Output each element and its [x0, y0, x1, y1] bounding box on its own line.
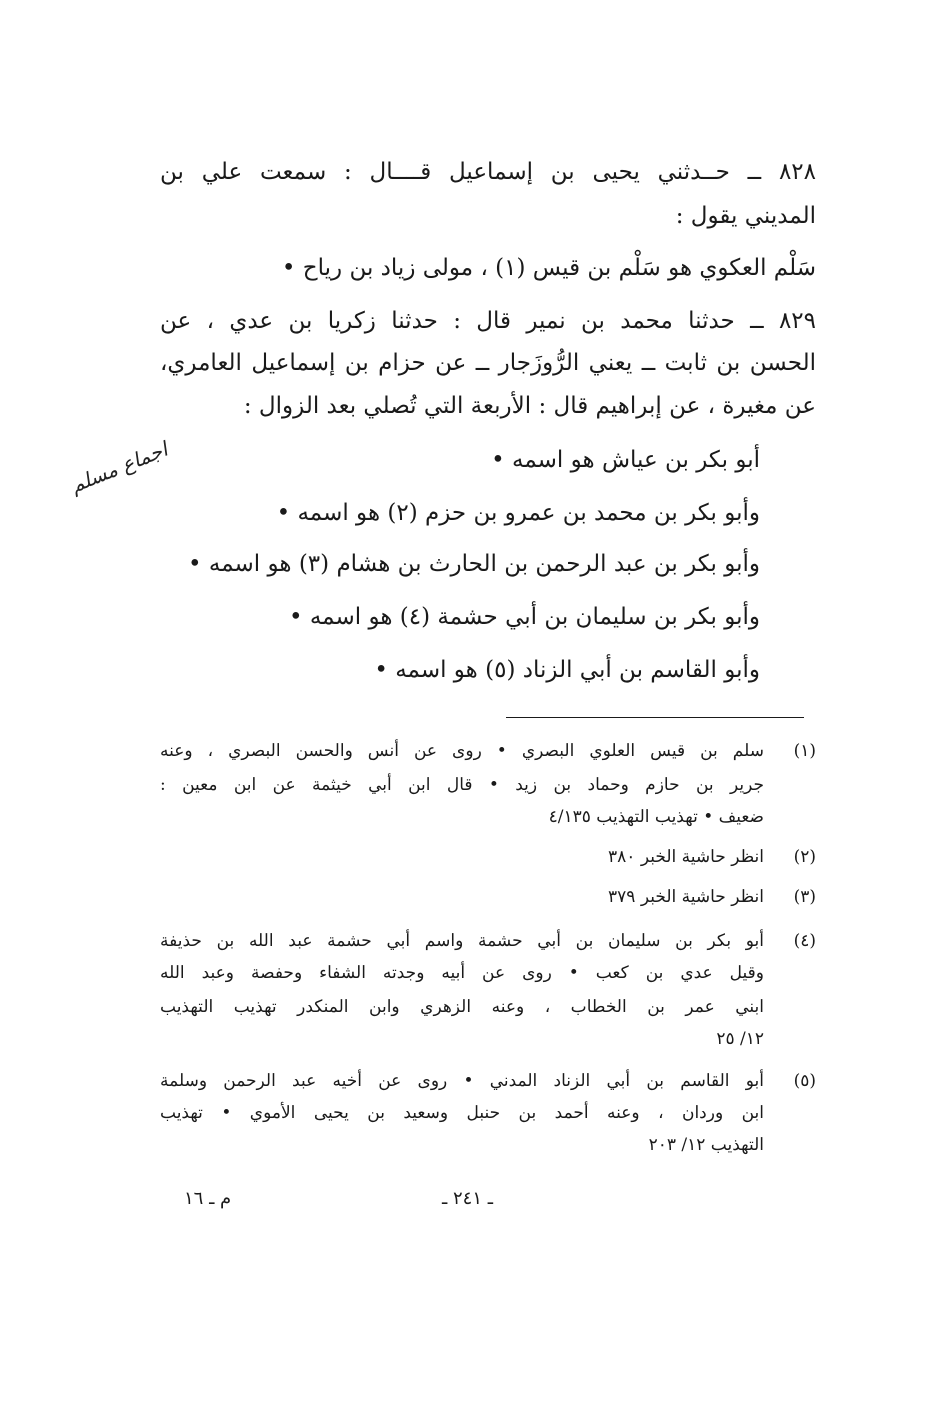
text-line-7: أبو بكر بن عياش هو اسمه • [491, 447, 760, 473]
text-line-6: عن مغيرة ، عن إبراهيم قال : الأربعة التي تُصلي بعد الزوال : [243, 393, 816, 419]
footnote-text-line: ابني عمر بن الخطاب ، وعنه الزهري وابن المنكدر تهذيب التهذيب [160, 997, 764, 1017]
footnote-number: (٤) [793, 931, 816, 951]
footnote-separator [506, 717, 804, 718]
footnote-text-line: ١٢/ ٢٥ [716, 1029, 764, 1049]
text-line-3: سَلْم العكوي هو سَلْم بن قيس (١) ، مولى زياد بن رياح • [281, 255, 816, 281]
text-line-1: ٨٢٨ ــ حــدثني يحيى بن إسماعيل قــــال : سمعت علي بن [160, 159, 816, 185]
footnote-number: (٢) [793, 847, 816, 867]
footnote-text-line: جرير بن حازم وحماد بن زيد • قال ابن أبي خيثمة عن ابن معين : [160, 775, 764, 795]
footnote-text-line: ابن وردان ، وعنه أحمد بن حنبل وسعيد بن يحيى الأموي • تهذيب [160, 1103, 764, 1123]
text-line-8: وأبو بكر بن محمد بن عمرو بن حزم (٢) هو اسمه • [276, 500, 760, 526]
page-number: ـ ٢٤١ ـ [442, 1188, 494, 1209]
handwritten-margin-note: اجماع مسلم [66, 436, 171, 498]
footnote-text-line: سلم بن قيس العلوي البصري • روى عن أنس والحسن البصري ، وعنه [160, 741, 764, 761]
text-line-5: الحسن بن ثابت ــ يعني الرُّوزَجار ــ عن حزام بن إسماعيل العامري، [160, 350, 817, 376]
text-line-2: المديني يقول : [675, 203, 816, 229]
footnote-number: (١) [793, 741, 816, 761]
footnote-text-line: أبو القاسم بن أبي الزناد المدني • روى عن أخيه عبد الرحمن وسلمة [160, 1071, 764, 1091]
signature-mark: م ـ ١٦ [184, 1188, 232, 1209]
footnote-number: (٥) [793, 1071, 816, 1091]
text-line-10: وأبو بكر بن سليمان بن أبي حشمة (٤) هو اسمه • [288, 604, 760, 630]
footnote-text-line: انظر حاشية الخبر ٣٧٩ [608, 887, 764, 907]
footnote-text-line: أبو بكر بن سليمان بن أبي حشمة واسم أبي حشمة عبد الله بن حذيفة [160, 931, 764, 951]
footnote-number: (٣) [793, 887, 816, 907]
footnote-text-line: ضعيف • تهذيب التهذيب ٤/١٣٥ [548, 807, 764, 827]
text-line-9: وأبو بكر بن عبد الرحمن بن الحارث بن هشام (٣) هو اسمه • [188, 551, 760, 577]
text-line-11: وأبو القاسم بن أبي الزناد (٥) هو اسمه • [374, 657, 760, 683]
footnote-text-line: التهذيب ١٢/ ٢٠٣ [648, 1135, 764, 1155]
footnote-text-line: انظر حاشية الخبر ٣٨٠ [608, 847, 764, 867]
footnote-text-line: وقيل عدي بن كعب • روى عن أبيه وجدته الشفاء وحفصة وعبد الله [160, 963, 764, 983]
text-line-4: ٨٢٩ ــ حدثنا محمد بن نمير قال : حدثنا زكريا بن عدي ، عن [160, 308, 816, 334]
